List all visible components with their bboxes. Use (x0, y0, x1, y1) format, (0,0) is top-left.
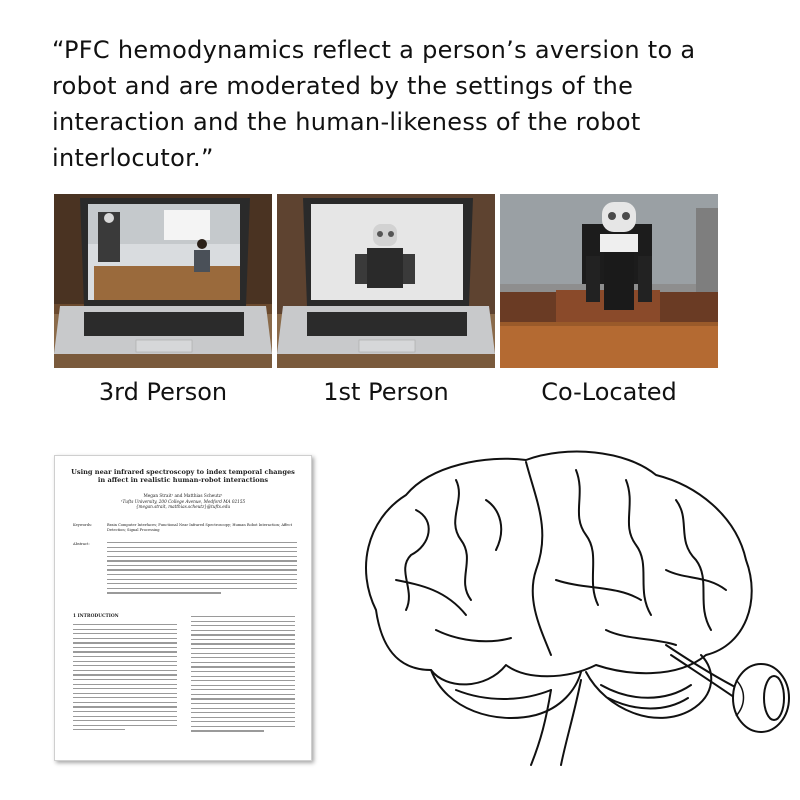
laptop-first-person-image (277, 194, 495, 368)
paper-affiliation: ¹Tufts University, 200 College Avenue, Medford MA 02155 (120, 498, 246, 504)
condition-label: Co-Located (541, 378, 677, 406)
quote-line: robot and are moderated by the settings of the (52, 72, 634, 100)
laptop-third-person-image (54, 194, 272, 368)
paper-keywords-label: Keywords: (73, 523, 93, 527)
paper-title: Using near infrared spectroscopy to index temporal changes in affect in realistic human-robot interactions (71, 468, 295, 484)
quote-line: “PFC hemodynamics reflect a person’s aversion to a (52, 36, 696, 64)
photo-third-person (54, 194, 272, 368)
quote-line: interaction and the human-likeness of the robot (52, 108, 641, 136)
paper-thumbnail (54, 455, 312, 761)
paper-column-right (191, 616, 295, 735)
paper-authors: Megan Strait¹ and Matthias Scheutz¹ (143, 493, 223, 498)
paper-authors-block (69, 493, 297, 510)
paper-abstract-label: Abstract: (73, 542, 90, 546)
photo-co-located (500, 194, 718, 368)
paper-email: {megan.strait, matthias.scheutz}@tufts.edu (135, 504, 231, 509)
paper-abstract-text (107, 542, 297, 597)
eye-icon (733, 664, 789, 732)
brain-icon (336, 440, 791, 770)
paper-section-heading: 1 INTRODUCTION (73, 614, 119, 619)
paper-column-left (73, 624, 177, 734)
quote (52, 32, 752, 176)
quote-line: interlocutor.” (52, 144, 214, 172)
condition-label: 3rd Person (98, 378, 228, 406)
condition-label: 1st Person (323, 378, 449, 406)
paper-keywords: Brain Computer Interfaces; Functional Near Infrared Spectroscopy; Human Robot Interaction; Affect Detection; Signal Processing (107, 523, 293, 532)
robot-co-located-image (500, 194, 718, 368)
photo-first-person (277, 194, 495, 368)
